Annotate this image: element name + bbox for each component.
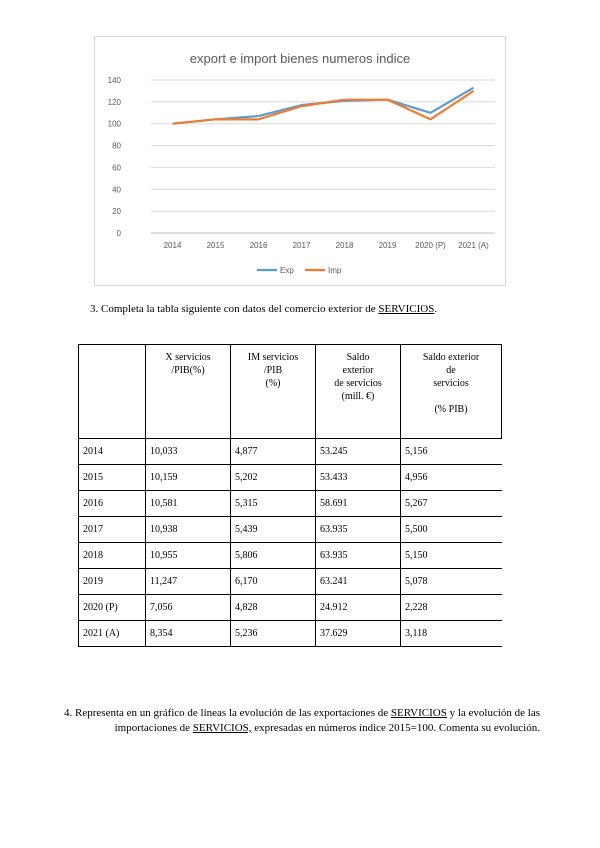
table-row	[79, 621, 502, 647]
table-row	[79, 595, 502, 621]
question-3-suffix: .	[434, 303, 438, 315]
question-4-text-2: y la evolución de las importaciones de	[114, 707, 540, 734]
table-cell: 10,033	[146, 439, 231, 465]
question-4-text-3: expresadas en números índice 2015=100. Comenta su evolución.	[251, 722, 540, 734]
legend-label-exp: Exp	[280, 266, 294, 275]
services-trade-table	[78, 344, 502, 647]
table-cell: 5,236	[231, 621, 316, 647]
table-cell: 7,056	[146, 595, 231, 621]
table-cell: 5,150	[401, 543, 502, 569]
table-row	[79, 543, 502, 569]
table-cell-year: 2020 (P)	[79, 595, 146, 621]
table-cell: 53.245	[316, 439, 401, 465]
question-4-text-1: 4. Representa en un gráfico de líneas la evolución de las exportaciones de	[64, 707, 391, 719]
x-tick-label: 2016	[249, 241, 268, 250]
table-cell-year: 2015	[79, 465, 146, 491]
question-3-underlined: SERVICIOS	[378, 303, 435, 315]
table-cell: 5,078	[401, 569, 502, 595]
table-cell-year: 2019	[79, 569, 146, 595]
table-cell: 5,267	[401, 491, 502, 517]
table-cell: 5,156	[401, 439, 502, 465]
header-balance-gdp-text: Saldo exterior de servicios (% PIB)	[422, 352, 480, 415]
table-cell: 5,806	[231, 543, 316, 569]
table-cell: 11,247	[146, 569, 231, 595]
x-tick-label: 2018	[335, 241, 354, 250]
y-tick-label: 120	[107, 97, 121, 107]
header-balance-millions-text: Saldo exterior de servicios (mill. €)	[334, 352, 382, 402]
table-header-row	[79, 345, 502, 439]
y-tick-label: 20	[112, 207, 121, 217]
x-tick-label: 2020 (P)	[415, 241, 446, 250]
table-row	[79, 465, 502, 491]
table-cell: 10,581	[146, 491, 231, 517]
table-cell: 4,956	[401, 465, 502, 491]
header-cell-balance-millions	[316, 345, 401, 439]
x-tick-label: 2021 (A)	[458, 241, 489, 250]
table-cell-year: 2016	[79, 491, 146, 517]
table-cell: 37.629	[316, 621, 401, 647]
table-cell-year: 2017	[79, 517, 146, 543]
header-exports-text: X servicios /PIB(%)	[165, 352, 211, 376]
table-row	[79, 439, 502, 465]
table-cell: 5,315	[231, 491, 316, 517]
y-tick-label: 100	[107, 119, 121, 129]
table-cell: 63.935	[316, 517, 401, 543]
table-cell: 5,500	[401, 517, 502, 543]
header-cell-exports	[146, 345, 231, 439]
table-row	[79, 569, 502, 595]
header-cell-imports	[231, 345, 316, 439]
y-tick-label: 140	[107, 76, 121, 85]
table-cell: 10,938	[146, 517, 231, 543]
x-tick-label: 2014	[163, 241, 182, 250]
x-tick-label: 2015	[206, 241, 225, 250]
question-4-underlined-2: SERVICIOS,	[192, 722, 252, 734]
y-tick-label: 0	[116, 229, 121, 238]
table-cell: 4,828	[231, 595, 316, 621]
table-cell: 4,877	[231, 439, 316, 465]
header-cell-year	[79, 345, 146, 439]
question-4	[10, 706, 540, 736]
header-imports-text: IM servicios /PIB (%)	[247, 352, 299, 389]
header-cell-balance-gdp	[401, 345, 502, 439]
question-3	[90, 303, 437, 315]
table-cell: 10,955	[146, 543, 231, 569]
table-cell: 6,170	[231, 569, 316, 595]
table-cell: 58.691	[316, 491, 401, 517]
chart-title: export e import bienes numeros indice	[189, 51, 411, 66]
x-tick-label: 2017	[292, 241, 311, 250]
table-cell: 24.912	[316, 595, 401, 621]
y-tick-label: 60	[112, 163, 121, 173]
table-cell: 3,118	[401, 621, 502, 647]
table-cell-year: 2018	[79, 543, 146, 569]
x-tick-label: 2019	[378, 241, 397, 250]
legend-label-imp: Imp	[328, 266, 342, 275]
table-row	[79, 517, 502, 543]
table-cell: 2,228	[401, 595, 502, 621]
table-cell: 63.241	[316, 569, 401, 595]
table-cell-year: 2014	[79, 439, 146, 465]
question-3-text: 3. Completa la tabla siguiente con datos del comercio exterior de	[90, 303, 379, 315]
table-cell: 5,439	[231, 517, 316, 543]
series-line-imp	[173, 91, 474, 124]
y-tick-label: 40	[112, 185, 121, 195]
table-cell: 10,159	[146, 465, 231, 491]
table-cell: 53.433	[316, 465, 401, 491]
line-chart	[94, 36, 506, 286]
y-tick-label: 80	[112, 141, 121, 151]
table-row	[79, 491, 502, 517]
table-cell-year: 2021 (A)	[79, 621, 146, 647]
table-cell: 8,354	[146, 621, 231, 647]
table-cell: 5,202	[231, 465, 316, 491]
table-body	[79, 439, 502, 647]
table-cell: 63.935	[316, 543, 401, 569]
chart-canvas	[95, 37, 505, 285]
question-4-underlined-1: SERVICIOS	[390, 707, 447, 719]
